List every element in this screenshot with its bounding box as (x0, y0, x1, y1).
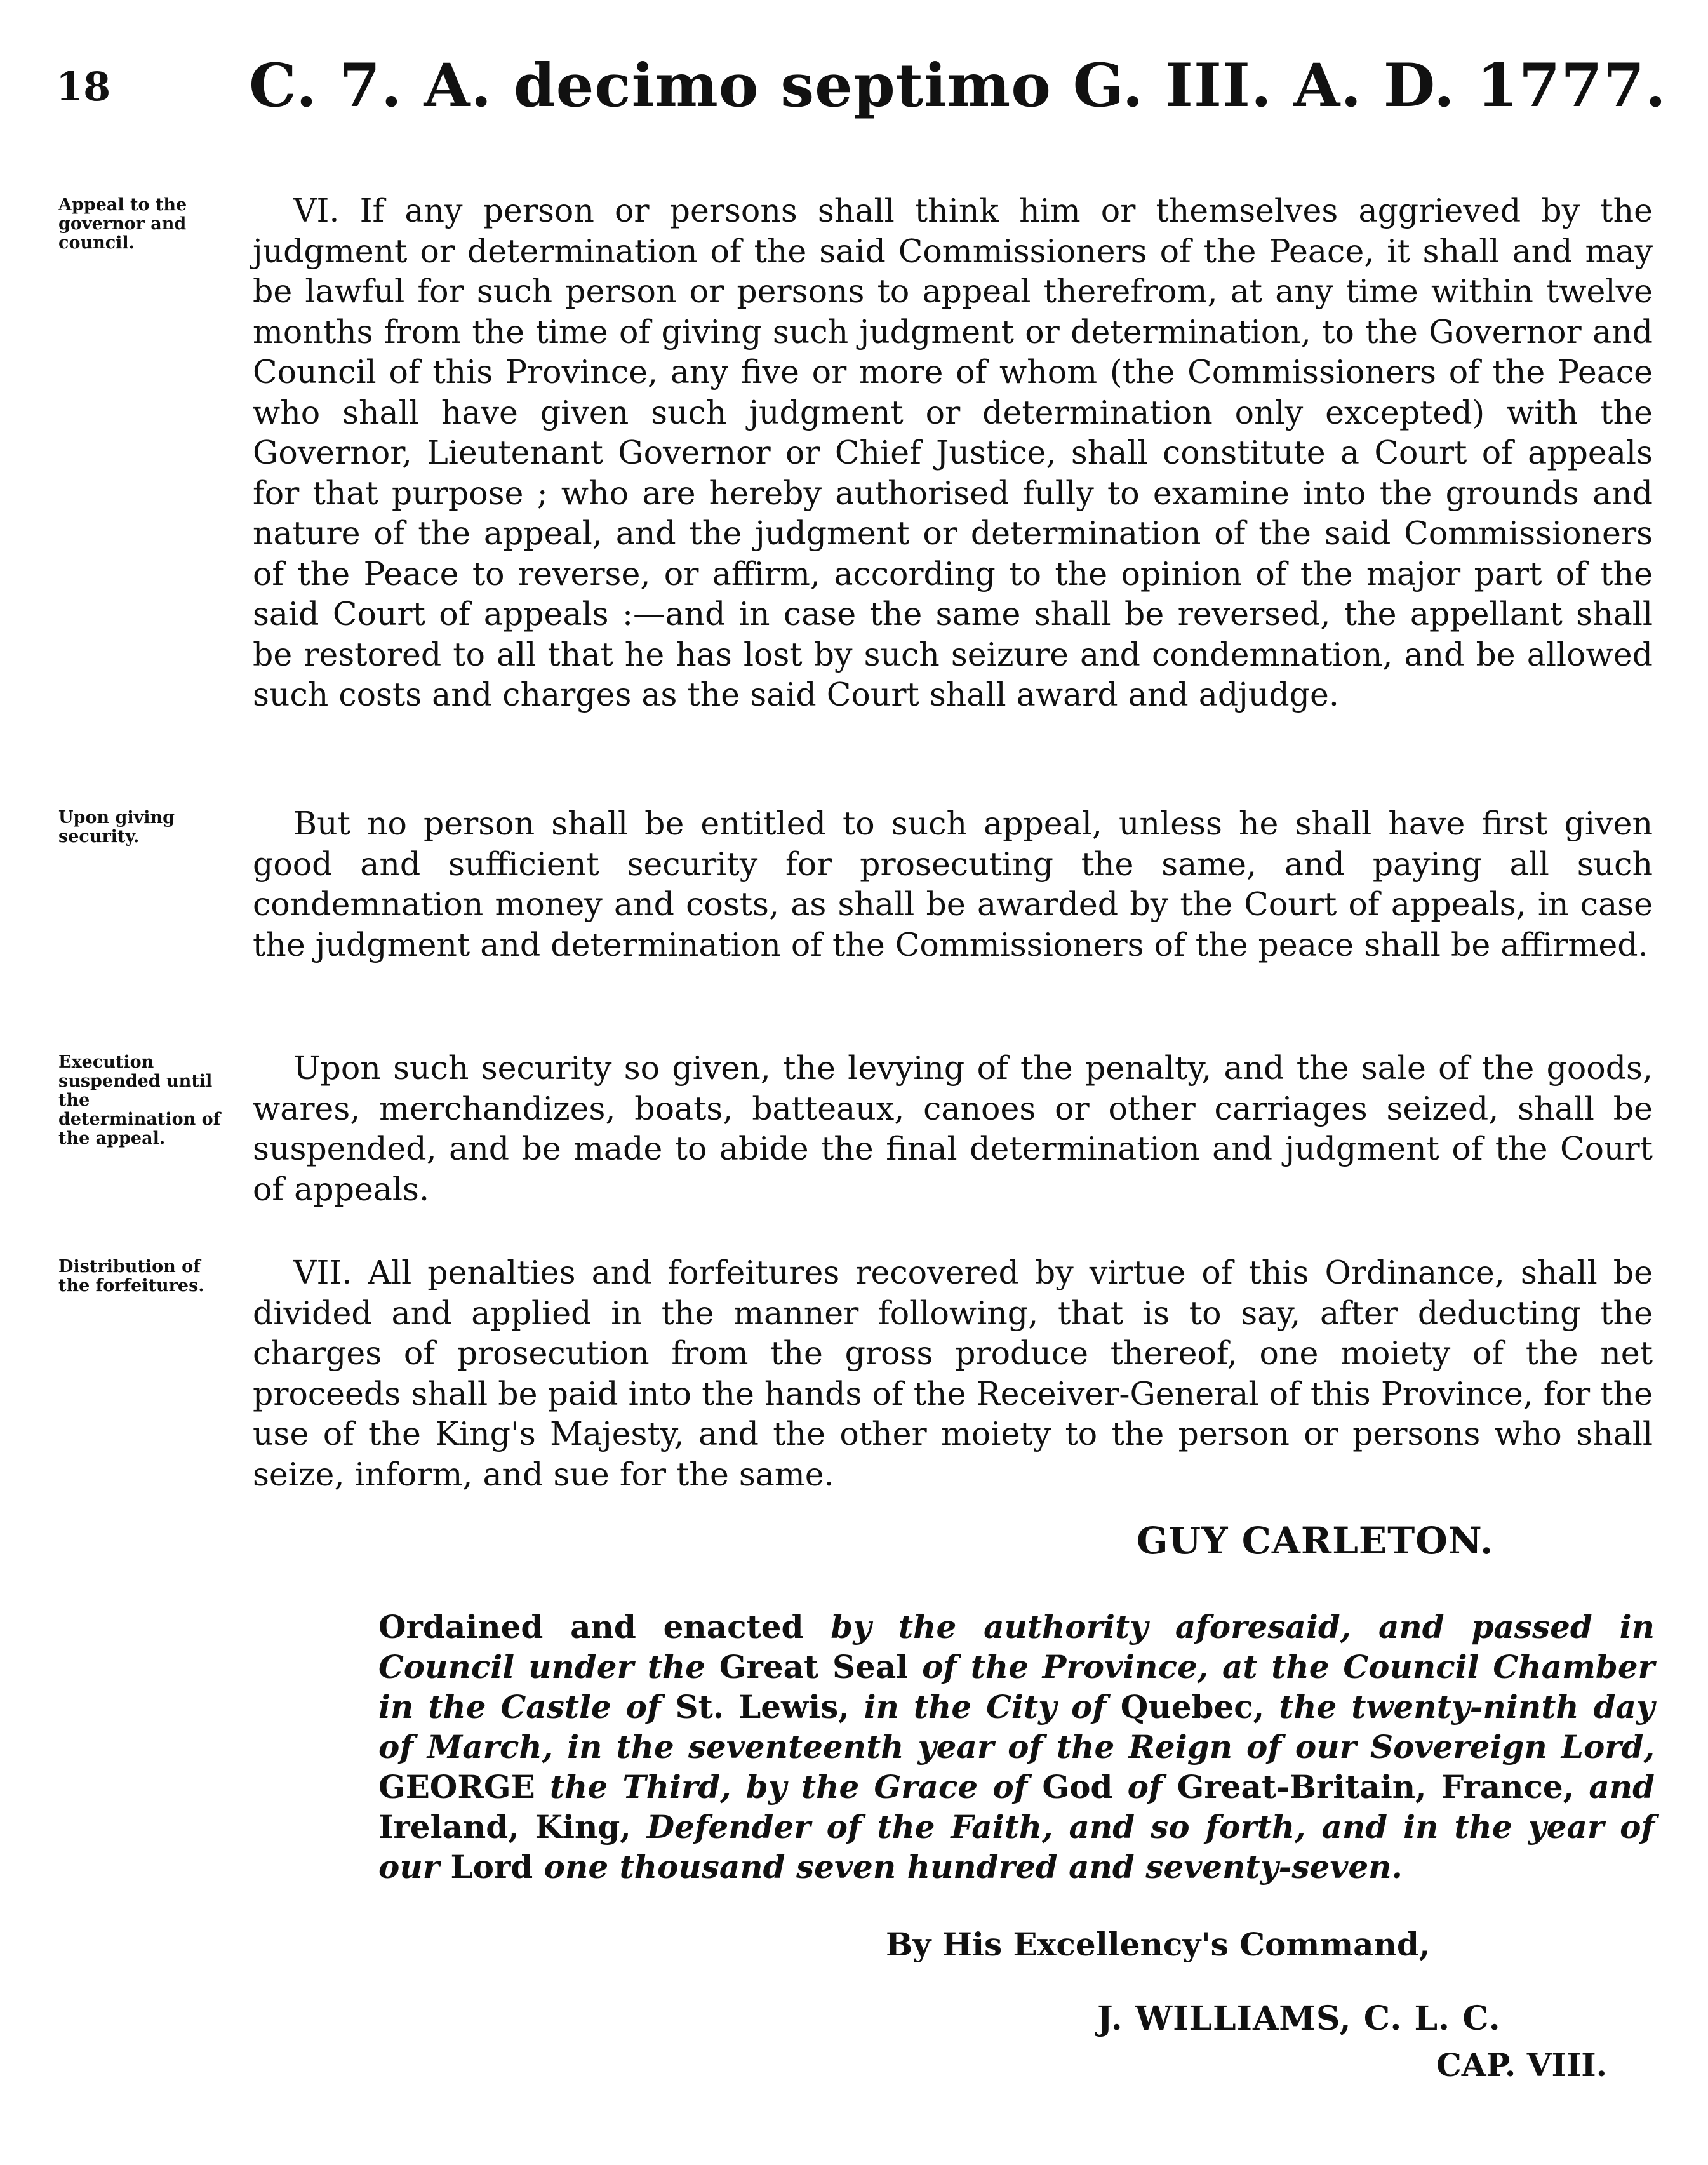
page-number: 18 (56, 64, 111, 110)
enactment-text: God (1042, 1768, 1128, 1806)
enactment-text: of (1127, 1768, 1177, 1806)
enactment-text: Ireland, King, (378, 1808, 647, 1846)
enactment-text: Great Seal (719, 1648, 923, 1686)
margin-note: Appeal to the governor and council. (58, 195, 187, 253)
margin-note: Upon giving security. (58, 808, 175, 847)
enactment-text: the Third, by the Grace of (549, 1768, 1043, 1806)
enactment-text: the twenty-ninth day of March, in the seventeenth year of the Reign of our Sovereign Lord, (378, 1688, 1655, 1766)
enactment-text: one thousand seven hundred and seventy-seven. (533, 1848, 1403, 1886)
paragraph: Upon such security so given, the levying of the penalty, and the sale of the goods, wares, merchandizes, boats, batteaux, canoes or other carriages seized, shall be suspended, and be made to abide the final determination and judgment of the Court of appeals. (253, 1049, 1653, 1208)
enactment-text: GEORGE (378, 1768, 550, 1806)
enactment-text: Ordained and enacted (378, 1608, 831, 1646)
enactment-text: Lord (450, 1848, 533, 1886)
command-line: By His Excellency's Command, (886, 1926, 1431, 1963)
enactment-text: Defender of the Faith, and so forth, and in the year of our (378, 1808, 1655, 1886)
catchword: CAP. VIII. (1436, 2046, 1608, 2084)
enactment-text: Great-Britain, France, (1177, 1768, 1589, 1806)
paragraph: VI. If any person or persons shall think him or themselves aggrieved by the judgment or determination of the said Commissioners of the Peace, it shall and may be lawful for such person or persons to appeal therefrom, at any time within twelve months from the time of giving such judgment or determination, to the Governor and Council of this Province, any five or more of whom (the Commissioners of the Peace who shall have given such judgment or determination only excepted) with the Governor, Lieutenant Governor or Chief Justice, shall constitute a Court of appeals for that purpose ; who are hereby authorised fully to examine into the grounds and nature of the appeal, and the judgment or determination of the said Commissioners of the Peace to reverse, or affirm, according to the opinion of the major part of the said Court of appeals :—and in case the same shall be reversed, the appellant shall be restored to all that he has lost by such seizure and condemnation, and be allowed such costs and charges as the said Court shall award and adjudge. (253, 192, 1653, 713)
enactment-text: Quebec, (1120, 1688, 1279, 1726)
enactment-text: in the City of (864, 1688, 1121, 1726)
running-head: C. 7. A. decimo septimo G. III. A. D. 1777. (249, 51, 1667, 121)
paragraph: VII. All penalties and forfeitures recovered by virtue of this Ordinance, shall be divided and applied in the manner following, that is to say, after deducting the charges of prosecution from the gross produce thereof, one moiety of the net proceeds shall be paid into the hands of the Receiver-General of this Province, for the use of the King's Majesty, and the other moiety to the person or persons who shall seize, inform, and sue for the same. (253, 1254, 1653, 1493)
margin-note: Distribution of the forfeitures. (58, 1257, 204, 1296)
margin-note: Execution suspended until the determination of the appeal. (58, 1052, 221, 1148)
enactment-text: and (1589, 1768, 1655, 1806)
enactment-clause (378, 1607, 1655, 1887)
enactment-text: of the Province, at the Council Chamber in the Castle of (378, 1648, 1655, 1726)
page-header (0, 38, 1708, 140)
enactment-text: St. Lewis, (675, 1688, 864, 1726)
enactment-text: by the authority aforesaid, and passed in Council under the (378, 1608, 1655, 1686)
governor-signature: GUY CARLETON. (1137, 1519, 1494, 1562)
secretary-signature: J. WILLIAMS, C. L. C. (1097, 1999, 1501, 2038)
paragraph: But no person shall be entitled to such appeal, unless he shall have first given good and sufficient security for prosecuting the same, and paying all such condemnation money and costs, as shall be awarded by the Court of appeals, in case the judgment and determination of the Commissioners of the peace shall be affirmed. (253, 805, 1653, 963)
